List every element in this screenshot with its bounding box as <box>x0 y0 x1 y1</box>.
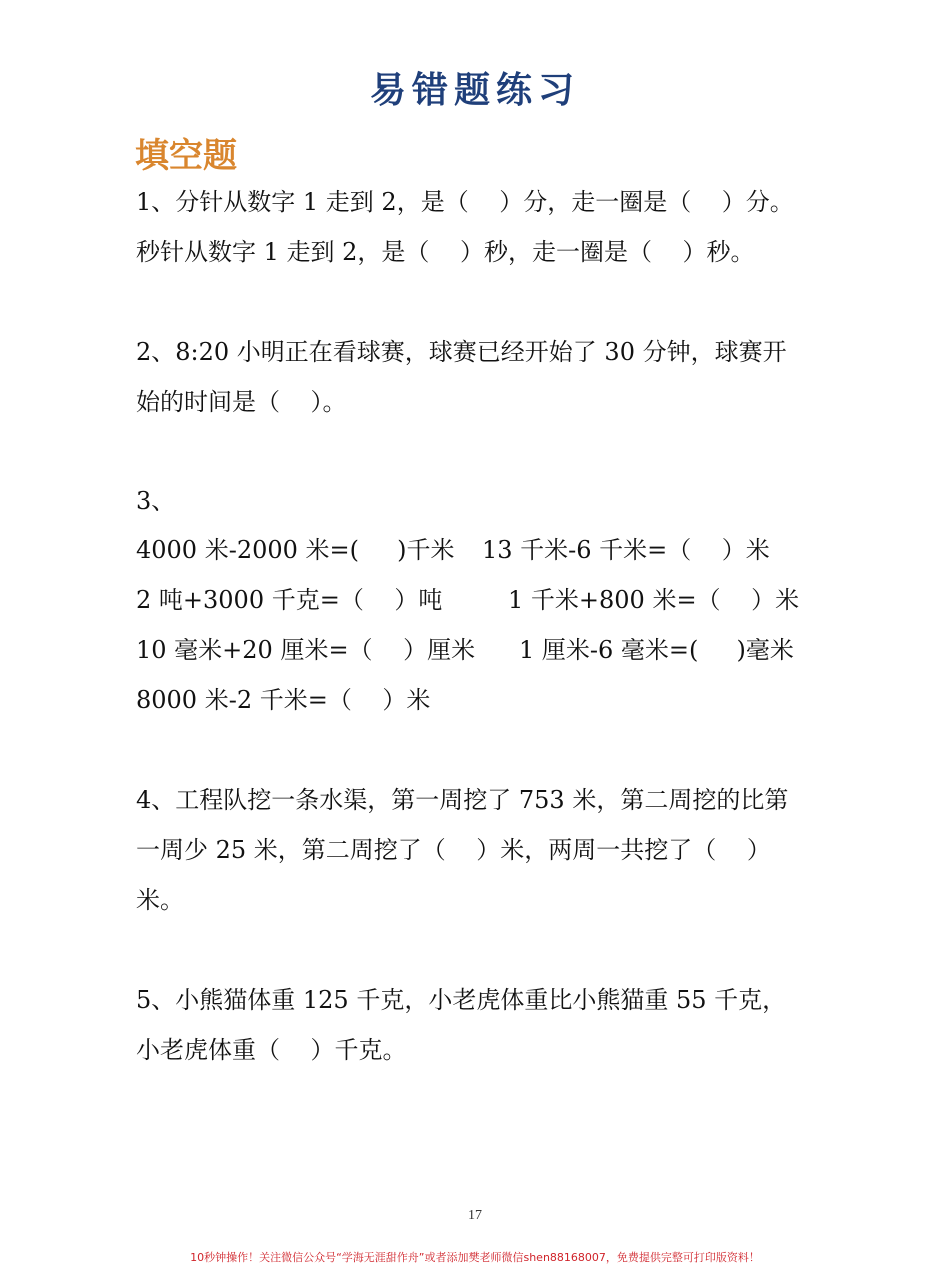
question-3-row-4-col-1: 8000 米-2 千米=（ ）米 <box>136 686 431 714</box>
question-2-line-2: 始的时间是（ ）。 <box>136 388 347 416</box>
question-4-line-2: 一周少 25 米，第二周挖了（ ）米，两周一共挖了（ ） <box>136 836 771 864</box>
page-number: 17 <box>468 1208 482 1223</box>
question-4-line-1: 4、工程队挖一条水渠，第一周挖了 753 米，第二周挖的比第 <box>136 786 789 814</box>
question-3-row-1-col-2: 13 千米-6 千米=（ ）米 <box>482 536 770 564</box>
page-title: 易错题练习 <box>369 70 580 111</box>
footer-note: 10秒钟操作！关注微信公众号“学海无涯甜作舟”或者添加樊老师微信shen88168007，免费提供完整可打印版资料！ <box>190 1251 760 1264</box>
section-heading: 填空题 <box>135 136 237 176</box>
question-3-label: 3、 <box>136 487 176 515</box>
question-3-row-3-col-1: 10 毫米+20 厘米=（ ）厘米 <box>136 636 476 664</box>
question-2-line-1: 2、8:20 小明正在看球赛，球赛已经开始了 30 分钟，球赛开 <box>136 338 787 366</box>
question-4-line-3: 米。 <box>136 886 184 914</box>
question-1-line-1: 1、分针从数字 1 走到 2，是（ ）分，走一圈是（ ）分。 <box>136 188 794 216</box>
question-3-row-1-col-1: 4000 米-2000 米=( )千米 <box>136 536 455 564</box>
question-5-line-2: 小老虎体重（ ）千克。 <box>136 1036 407 1064</box>
question-3-row-2-col-1: 2 吨+3000 千克=（ ）吨 <box>136 586 443 614</box>
question-3-row-3-col-2: 1 厘米-6 毫米=( )毫米 <box>519 636 794 664</box>
question-5-line-1: 5、小熊猫体重 125 千克，小老虎体重比小熊猫重 55 千克， <box>136 986 787 1014</box>
question-1-line-2: 秒针从数字 1 走到 2，是（ ）秒，走一圈是（ ）秒。 <box>136 238 755 266</box>
question-3-row-2-col-2: 1 千米+800 米=（ ）米 <box>508 586 800 614</box>
